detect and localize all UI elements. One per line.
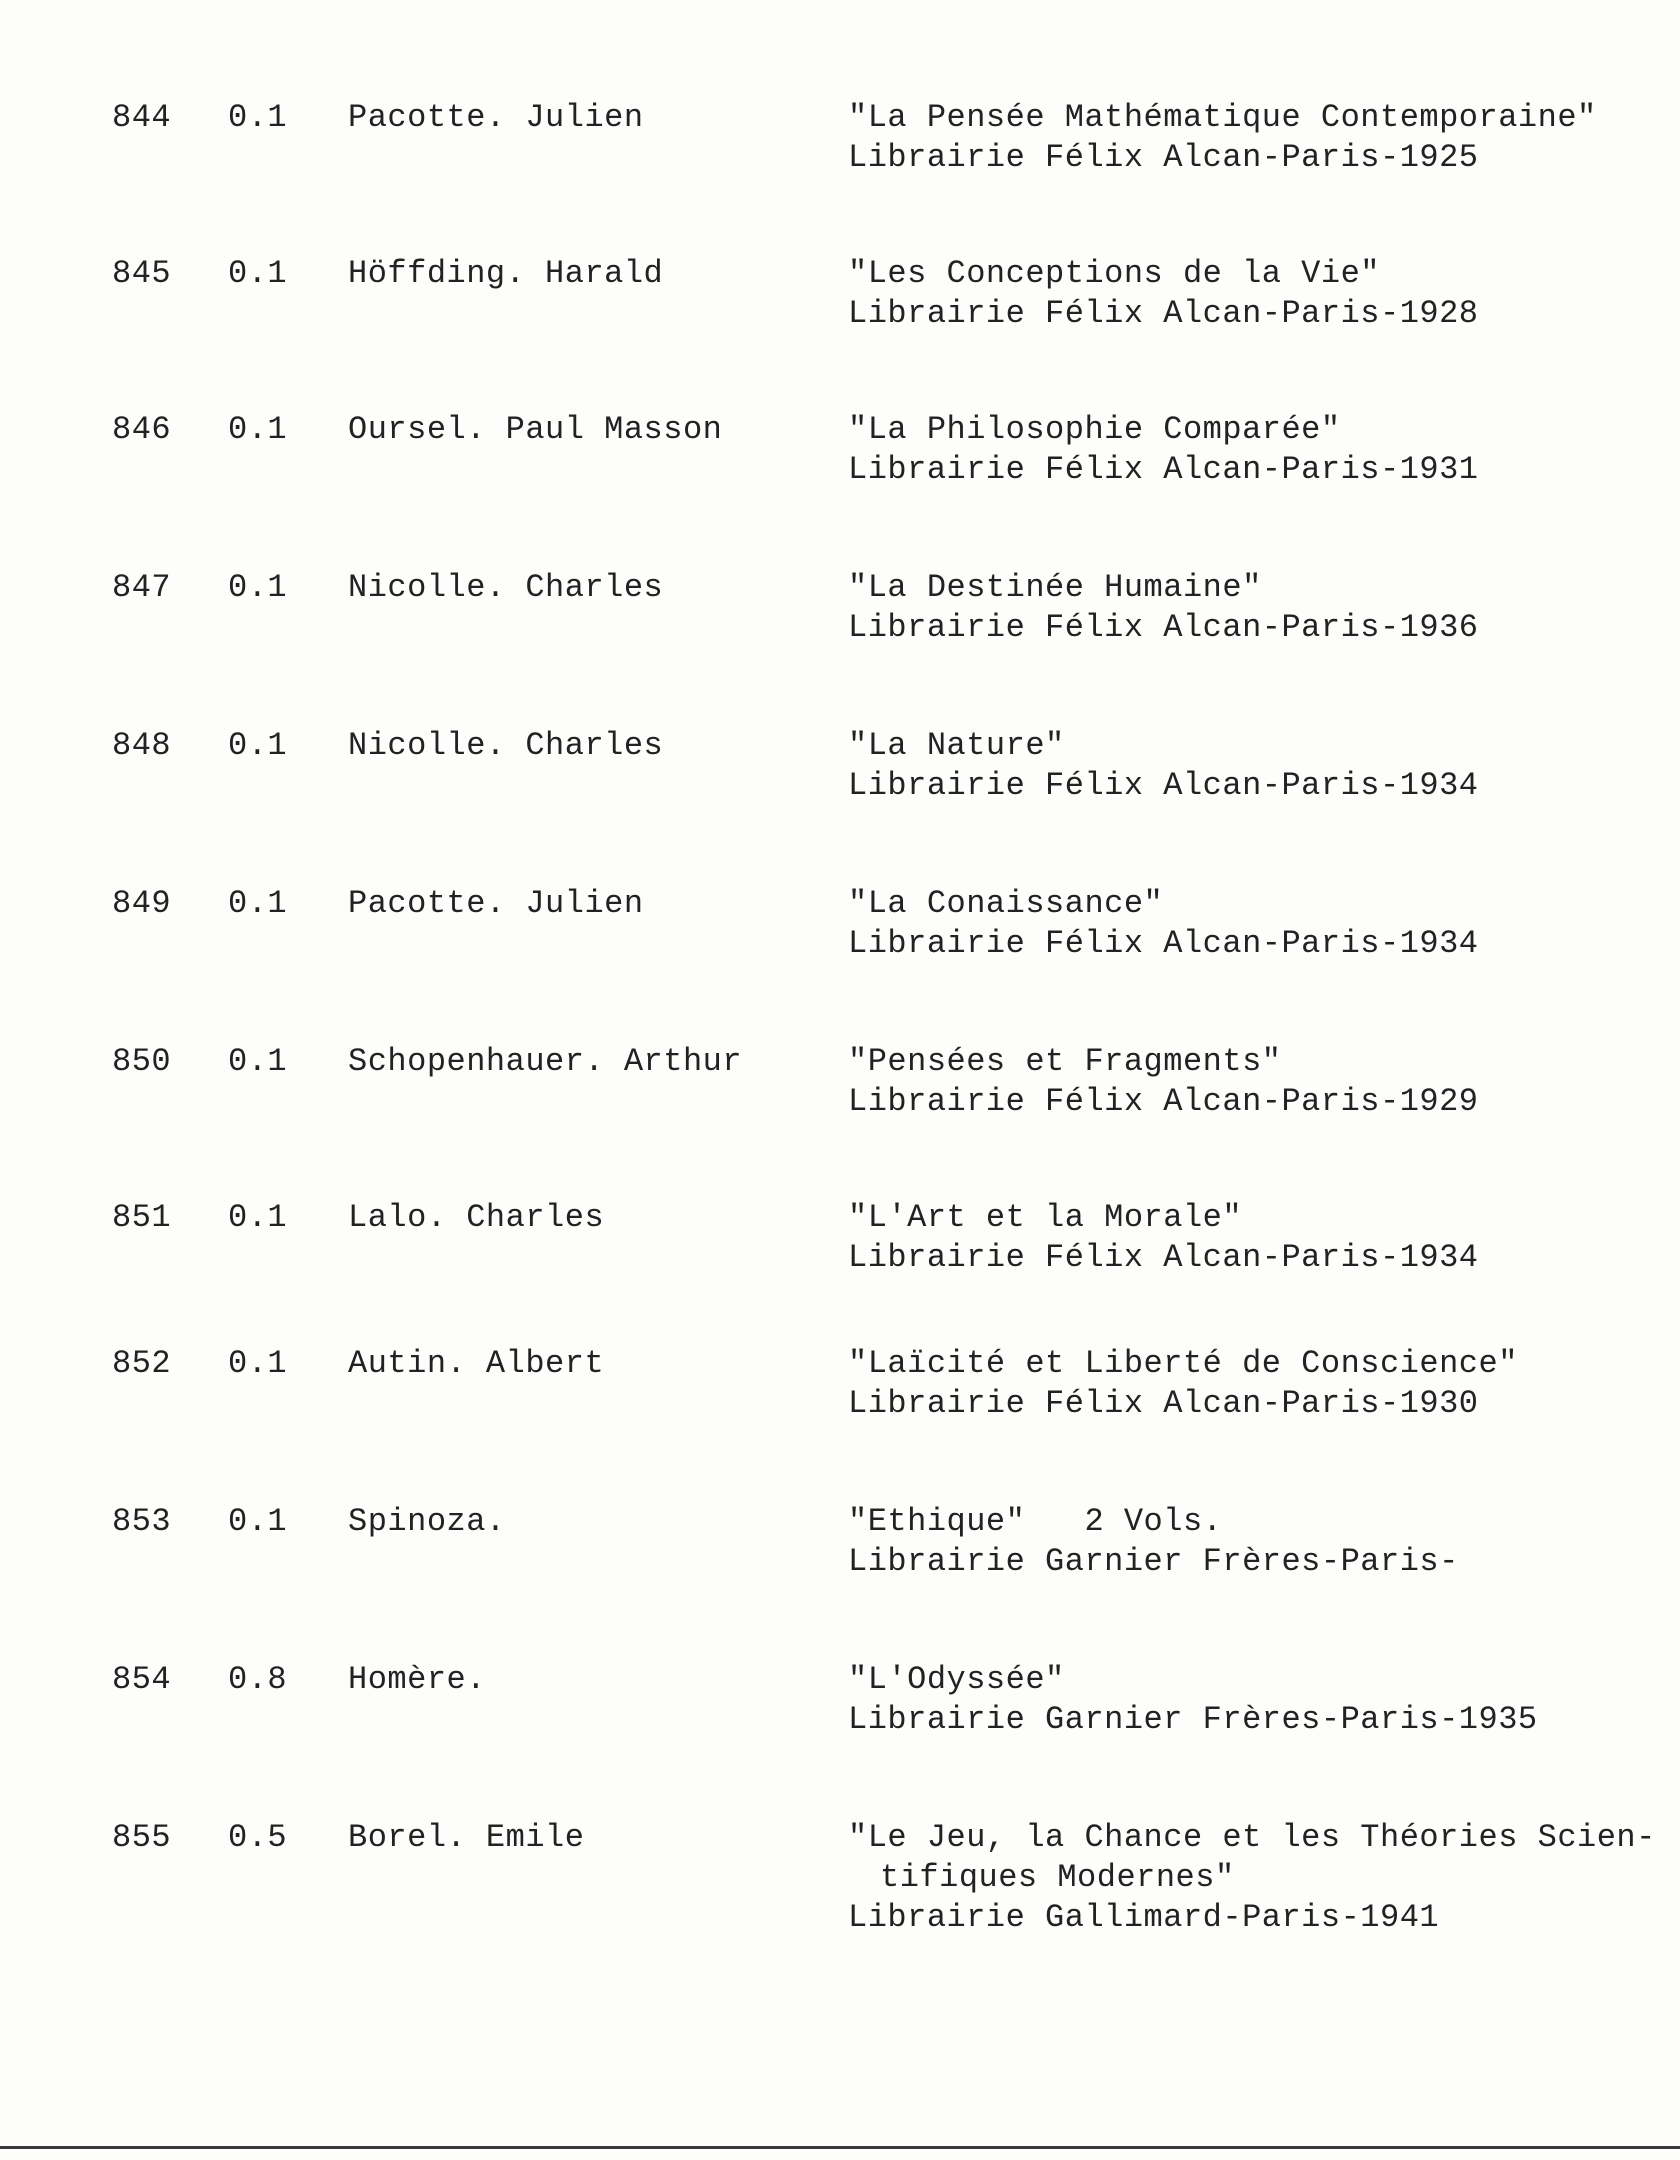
entry-publisher: Librairie Félix Alcan-Paris-1936	[848, 609, 1479, 646]
entry-author: Oursel. Paul Masson	[348, 411, 723, 448]
entry-code: 0.1	[228, 1199, 288, 1236]
entry-code: 0.1	[228, 255, 288, 292]
entry-publisher: Librairie Félix Alcan-Paris-1925	[848, 139, 1479, 176]
entry-code: 0.1	[228, 99, 288, 136]
entry-code: 0.1	[228, 411, 288, 448]
entry-description	[848, 254, 1479, 334]
entry-title: "Laïcité et Liberté de Conscience"	[848, 1345, 1518, 1382]
entry-code: 0.1	[228, 1043, 288, 1080]
entry-description	[848, 98, 1597, 178]
entry-author: Autin. Albert	[348, 1345, 605, 1382]
entry-publisher: Librairie Félix Alcan-Paris-1934	[848, 767, 1479, 804]
entry-description	[848, 884, 1479, 964]
entry-title: "Ethique" 2 Vols.	[848, 1503, 1223, 1540]
entry-author: Homère.	[348, 1661, 486, 1698]
entry-code: 0.1	[228, 1345, 288, 1382]
entry-code: 0.8	[228, 1661, 288, 1698]
entry-title: "La Philosophie Comparée"	[848, 411, 1341, 448]
entry-author: Pacotte. Julien	[348, 99, 644, 136]
entry-author: Nicolle. Charles	[348, 727, 664, 764]
entry-code: 0.5	[228, 1819, 288, 1856]
entry-number: 854	[112, 1661, 172, 1698]
entry-title: "Les Conceptions de la Vie"	[848, 255, 1380, 292]
entry-author: Schopenhauer. Arthur	[348, 1043, 743, 1080]
entry-description	[848, 568, 1479, 648]
entry-title: "Le Jeu, la Chance et les Théories Scien-	[848, 1819, 1656, 1856]
entry-publisher: Librairie Félix Alcan-Paris-1929	[848, 1083, 1479, 1120]
entry-number: 845	[112, 255, 172, 292]
entry-publisher: Librairie Félix Alcan-Paris-1930	[848, 1385, 1479, 1422]
entry-title: "La Pensée Mathématique Contemporaine"	[848, 99, 1597, 136]
entry-number: 852	[112, 1345, 172, 1382]
entry-number: 844	[112, 99, 172, 136]
entry-number: 855	[112, 1819, 172, 1856]
entry-description	[848, 1502, 1459, 1582]
entry-title: "L'Odyssée"	[848, 1661, 1065, 1698]
entry-description	[848, 1344, 1518, 1424]
entry-author: Lalo. Charles	[348, 1199, 605, 1236]
entry-description	[848, 410, 1479, 490]
entry-description	[848, 1660, 1538, 1740]
entry-publisher: Librairie Félix Alcan-Paris-1934	[848, 925, 1479, 962]
entry-publisher: Librairie Félix Alcan-Paris-1928	[848, 295, 1479, 332]
entry-publisher: Librairie Garnier Frères-Paris-	[848, 1543, 1459, 1580]
entry-title: "La Conaissance"	[848, 885, 1164, 922]
entry-publisher: Librairie Félix Alcan-Paris-1934	[848, 1239, 1479, 1276]
entry-description	[848, 1818, 1656, 1938]
entry-number: 846	[112, 411, 172, 448]
entry-description	[848, 1198, 1479, 1278]
entry-code: 0.1	[228, 727, 288, 764]
entry-title: "L'Art et la Morale"	[848, 1199, 1243, 1236]
entry-title: "La Destinée Humaine"	[848, 569, 1262, 606]
entry-author: Nicolle. Charles	[348, 569, 664, 606]
entry-author: Pacotte. Julien	[348, 885, 644, 922]
entry-title-continued: tifiques Modernes"	[880, 1859, 1235, 1896]
entry-publisher: Librairie Gallimard-Paris-1941	[848, 1899, 1440, 1936]
entry-publisher: Librairie Garnier Frères-Paris-1935	[848, 1701, 1538, 1738]
entry-author: Höffding. Harald	[348, 255, 664, 292]
entry-author: Spinoza.	[348, 1503, 506, 1540]
entry-number: 853	[112, 1503, 172, 1540]
entry-author: Borel. Emile	[348, 1819, 585, 1856]
entry-title: "Pensées et Fragments"	[848, 1043, 1282, 1080]
entry-description	[848, 726, 1479, 806]
entry-code: 0.1	[228, 569, 288, 606]
entry-number: 849	[112, 885, 172, 922]
entry-publisher: Librairie Félix Alcan-Paris-1931	[848, 451, 1479, 488]
entry-number: 848	[112, 727, 172, 764]
entry-code: 0.1	[228, 885, 288, 922]
entry-number: 847	[112, 569, 172, 606]
entry-title: "La Nature"	[848, 727, 1065, 764]
bottom-rule	[0, 2146, 1680, 2149]
entry-code: 0.1	[228, 1503, 288, 1540]
entry-number: 850	[112, 1043, 172, 1080]
entry-description	[848, 1042, 1479, 1122]
entry-number: 851	[112, 1199, 172, 1236]
